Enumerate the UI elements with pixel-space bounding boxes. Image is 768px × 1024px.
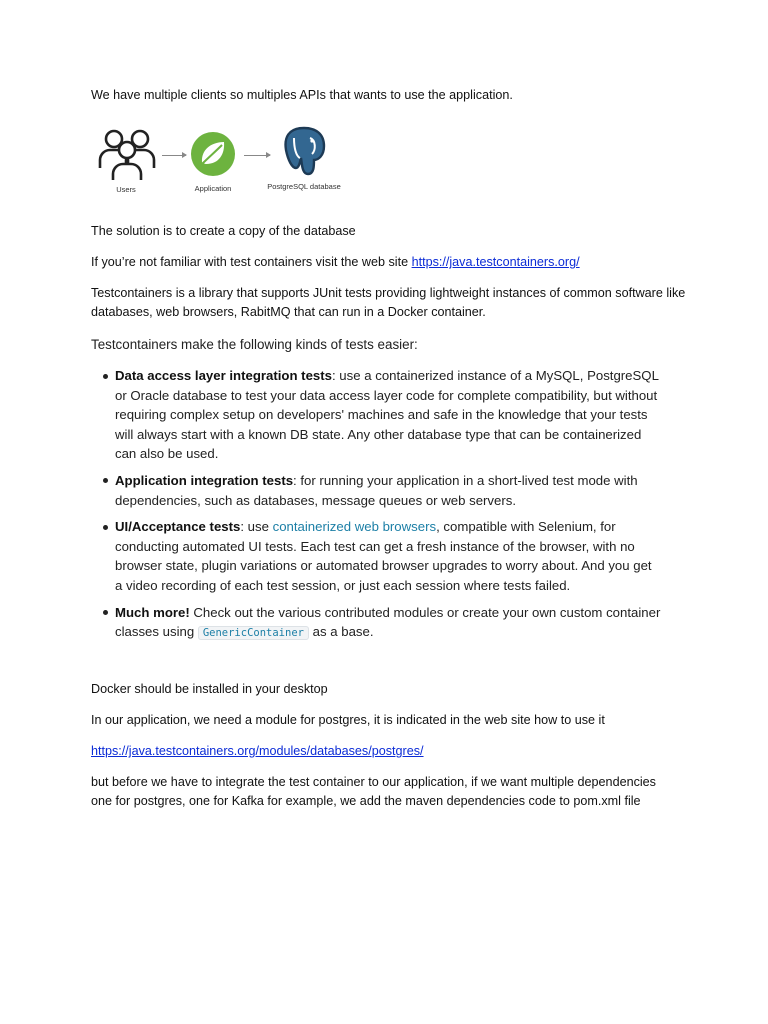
- feature-text: : for running your application in a short-lived test mode with dependencies, such as databases, message queues or web servers.: [115, 472, 638, 508]
- paragraph-maven-dependencies: but before we have to integrate the test container to our application, if we want multiple dependencies one for postgres, one for Kafka for example, we add the maven dependencies code to pom.xml file: [91, 775, 656, 808]
- feature-ui-acceptance: [115, 517, 661, 595]
- postgresql-elephant-icon: [276, 124, 332, 180]
- features-list: [91, 366, 661, 644]
- feature-title: Application integration tests: [115, 472, 294, 488]
- feature-text: : use: [240, 519, 273, 535]
- arrow-users-to-app: [162, 155, 186, 156]
- feature-text-b: , compatible with Selenium, for conducting automated UI tests. Each test can get a fresh instance of the browser, with no browser state, plugin variations or automated browser upgrades to worry about. And you get a video recording of each test session, or just each session where tests failed.: [115, 519, 652, 593]
- feature-title: Data access layer integration tests: [115, 368, 332, 383]
- paragraph-testcontainers-description: Testcontainers is a library that supports JUnit tests providing lightweight instances of common software like databases, web browsers, RabitMQ that can run in a Docker container.: [91, 286, 686, 319]
- paragraph-testcontainers-site: [91, 253, 691, 272]
- application-label: Application: [194, 184, 232, 193]
- feature-text: Check out the various contributed modules or create your own custom container classes using: [115, 604, 661, 640]
- paragraph-solution: The solution is to create a copy of the database: [91, 224, 356, 238]
- paragraph-postgres-link: [91, 742, 691, 761]
- users-icon: [96, 124, 156, 180]
- testcontainers-features-screenshot: [91, 336, 661, 651]
- testcontainers-link[interactable]: https://java.testcontainers.org/: [411, 255, 580, 269]
- features-intro: Testcontainers make the following kinds of tests easier:: [91, 337, 418, 352]
- users-label: Users: [116, 185, 136, 194]
- spring-leaf-icon: [189, 130, 237, 178]
- feature-application-integration: [115, 471, 661, 510]
- paragraph-intro: We have multiple clients so multiples APIs that wants to use the application.: [91, 88, 513, 102]
- paragraph-docker: Docker should be installed in your desktop: [91, 682, 328, 696]
- feature-text-b: as a base.: [308, 624, 374, 640]
- feature-data-access: [115, 366, 661, 464]
- feature-title: UI/Acceptance tests: [115, 519, 241, 535]
- database-node: [262, 124, 346, 191]
- postgres-module-link[interactable]: https://java.testcontainers.org/modules/databases/postgres/: [91, 744, 424, 758]
- application-node: [188, 130, 238, 193]
- architecture-diagram: [96, 124, 346, 196]
- containerized-browsers-link[interactable]: containerized web browsers: [272, 519, 437, 535]
- generic-container-code: GenericContainer: [198, 626, 309, 640]
- site-prefix-text: If you’re not familiar with test containers visit the web site: [91, 255, 412, 269]
- feature-title: Much more!: [115, 604, 190, 620]
- users-node: [96, 124, 156, 194]
- feature-much-more: [115, 603, 661, 644]
- paragraph-postgres-module: In our application, we need a module for postgres, it is indicated in the web site how to use it: [91, 713, 605, 727]
- database-label: PostgreSQL database: [267, 182, 341, 191]
- feature-text: : use a containerized instance of a MySQL, PostgreSQL or Oracle database to test your data access layer code for complete compatibility, but without requiring complex setup on developers' machines and safe in the knowledge that your tests will always start with a known DB state. Any other database type that can be containerized can also be used.: [115, 368, 659, 462]
